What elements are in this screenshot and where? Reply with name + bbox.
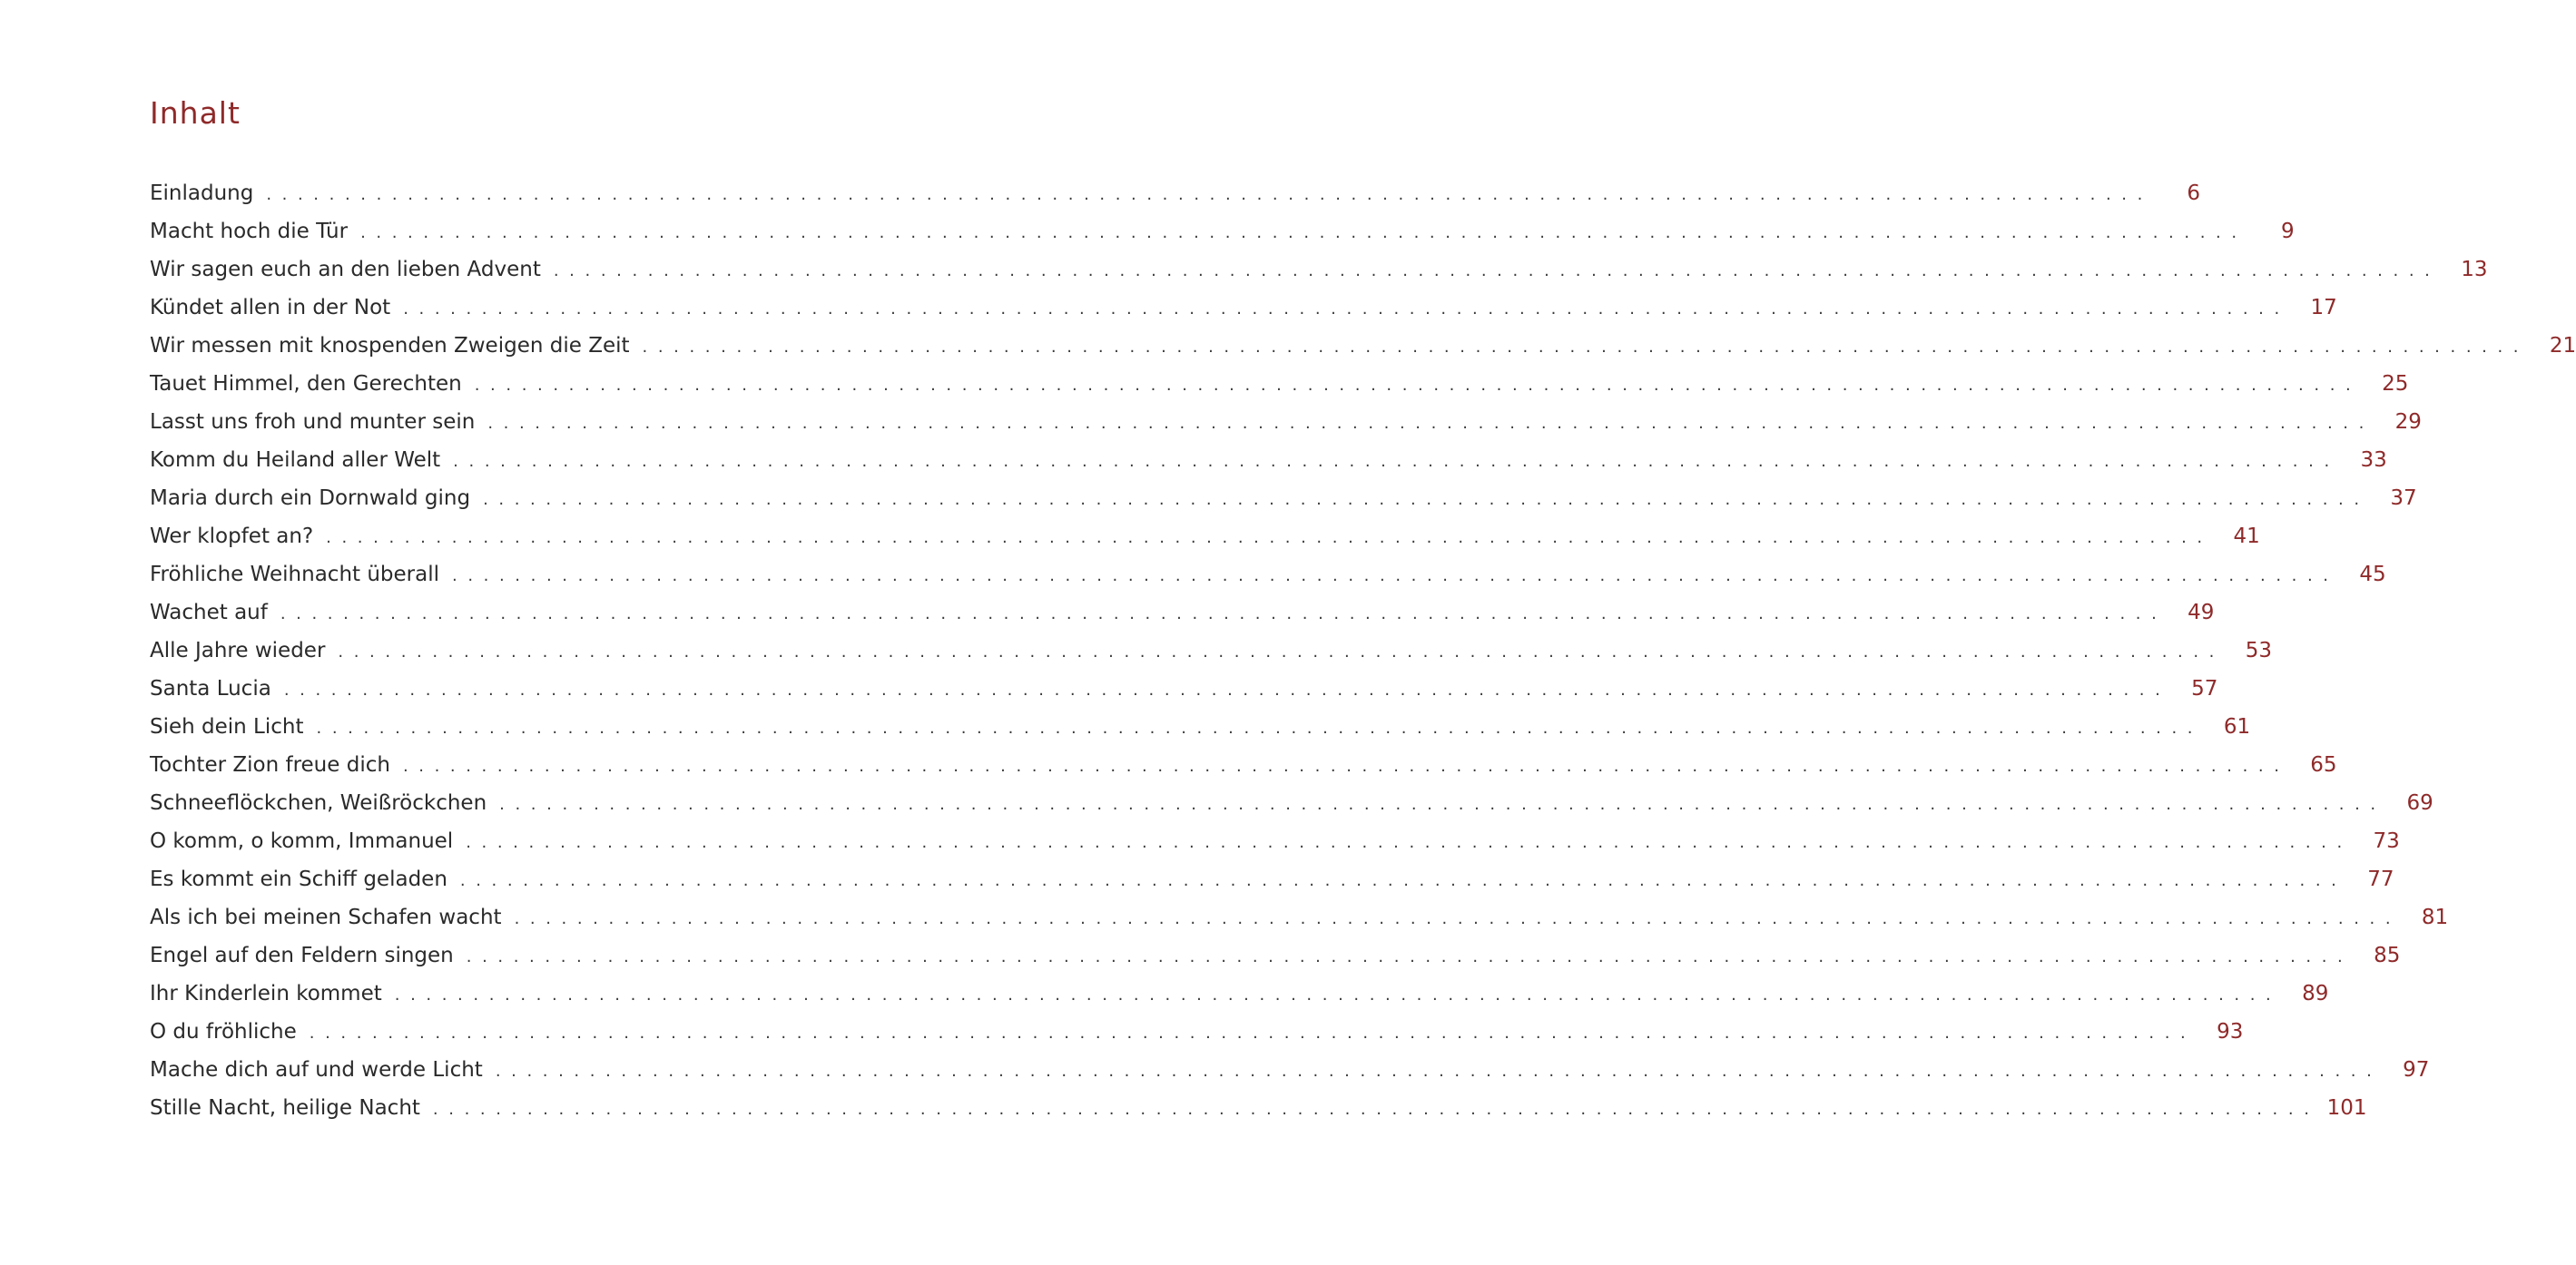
toc-entry-title: Wer klopfet an? <box>150 525 314 548</box>
toc-entry[interactable] <box>150 365 2409 403</box>
toc-dot-leader: ........................................................................................................................ <box>474 376 2362 395</box>
toc-entry-title: Sieh dein Licht <box>150 715 304 739</box>
toc-page-number: 29 <box>2394 410 2422 434</box>
toc-entry[interactable] <box>150 975 2329 1013</box>
toc-entry[interactable] <box>150 479 2417 517</box>
toc-page-number: 97 <box>2403 1058 2430 1082</box>
toc-dot-leader: ........................................................................................................................ <box>326 528 2213 547</box>
toc-page-number: 93 <box>2217 1020 2244 1044</box>
toc-page-number: 69 <box>2406 791 2433 815</box>
toc-entry-title: Mache dich auf und werde Licht <box>150 1058 483 1082</box>
toc-entry-title: Fröhliche Weihnacht überall <box>150 563 440 586</box>
toc-entry[interactable] <box>150 441 2387 479</box>
toc-entry-title: Wir sagen euch an den lieben Advent <box>150 258 541 281</box>
toc-entry[interactable] <box>150 327 2576 365</box>
toc-dot-leader: ........................................................................................................................ <box>642 338 2530 357</box>
toc-page-number: 61 <box>2223 715 2251 739</box>
toc-page-number: 101 <box>2326 1096 2367 1120</box>
toc-page-number: 6 <box>2187 181 2200 205</box>
toc-page-number: 17 <box>2310 296 2337 319</box>
toc-page-number: 77 <box>2367 868 2394 891</box>
toc-dot-leader: ........................................................................................................................ <box>553 261 2441 280</box>
toc-page-number: 89 <box>2302 982 2329 1005</box>
toc-entry[interactable] <box>150 250 2488 289</box>
toc-entry-title: Kündet allen in der Not <box>150 296 391 319</box>
toc-entry-title: Komm du Heiland aller Welt <box>150 448 441 472</box>
page-title: Inhalt <box>150 95 241 131</box>
toc-entry-title: Santa Lucia <box>150 677 271 701</box>
toc-entry[interactable] <box>150 784 2433 822</box>
toc-entry-title: Lasst uns froh und munter sein <box>150 410 476 434</box>
toc-page-number: 13 <box>2461 258 2488 281</box>
toc-page-number: 85 <box>2374 944 2401 967</box>
toc-dot-leader: ........................................................................................................................ <box>452 566 2339 585</box>
toc-entry-title: Schneeflöckchen, Weißröckchen <box>150 791 487 815</box>
toc-entry[interactable] <box>150 632 2273 670</box>
toc-dot-leader: ........................................................................................................................ <box>266 185 2153 204</box>
toc-page-number: 73 <box>2373 829 2400 853</box>
toc-entry[interactable] <box>150 174 2200 212</box>
toc-dot-leader: ........................................................................................................................ <box>466 947 2354 966</box>
toc-page-number: 57 <box>2191 677 2218 701</box>
toc-page-number: 25 <box>2382 372 2409 396</box>
toc-entry[interactable] <box>150 898 2449 936</box>
toc-entry[interactable] <box>150 403 2422 441</box>
toc-page-number: 21 <box>2549 334 2576 358</box>
toc-page-number: 9 <box>2281 220 2295 243</box>
toc-entry[interactable] <box>150 517 2260 555</box>
toc-dot-leader: ........................................................................................................................ <box>495 1062 2383 1081</box>
toc-entry-title: Engel auf den Feldern singen <box>150 944 454 967</box>
toc-page-number: 53 <box>2245 639 2273 662</box>
toc-entry-title: Tauet Himmel, den Gerechten <box>150 372 462 396</box>
toc-dot-leader: ........................................................................................................................ <box>487 414 2374 433</box>
toc-entry-title: O komm, o komm, Immanuel <box>150 829 454 853</box>
toc-entry-title: Stille Nacht, heilige Nacht <box>150 1096 420 1120</box>
toc-dot-leader: ........................................................................................................................ <box>394 986 2282 1005</box>
toc-entry-title: Wir messen mit knospenden Zweigen die Zeit <box>150 334 630 358</box>
table-of-contents <box>150 174 2576 1127</box>
toc-dot-leader: ........................................................................................................................ <box>309 1024 2197 1043</box>
toc-entry-title: Ihr Kinderlein kommet <box>150 982 382 1005</box>
toc-dot-leader: ........................................................................................................................ <box>360 223 2247 242</box>
toc-dot-leader: ........................................................................................................................ <box>514 909 2402 928</box>
toc-dot-leader: ........................................................................................................................ <box>402 757 2290 776</box>
toc-entry[interactable] <box>150 860 2394 898</box>
toc-entry[interactable] <box>150 212 2295 250</box>
toc-dot-leader: ........................................................................................................................ <box>338 642 2226 662</box>
toc-page-number: 33 <box>2360 448 2387 472</box>
toc-dot-leader: ........................................................................................................................ <box>459 871 2347 890</box>
toc-entry-title: Wachet auf <box>150 601 268 624</box>
toc-dot-leader: ........................................................................................................................ <box>453 452 2340 471</box>
toc-entry[interactable] <box>150 289 2337 327</box>
toc-entry-title: Tochter Zion freue dich <box>150 753 390 777</box>
toc-dot-leader: ........................................................................................................................ <box>466 833 2353 852</box>
toc-page-number: 41 <box>2233 525 2260 548</box>
toc-page-number: 81 <box>2421 906 2449 929</box>
toc-entry-title: O du fröhliche <box>150 1020 297 1044</box>
toc-entry[interactable] <box>150 593 2215 632</box>
toc-page-number: 37 <box>2390 486 2417 510</box>
toc-entry[interactable] <box>150 555 2386 593</box>
toc-entry-title: Macht hoch die Tür <box>150 220 349 243</box>
toc-entry[interactable] <box>150 1089 2367 1127</box>
toc-entry[interactable] <box>150 936 2401 975</box>
toc-dot-leader: ........................................................................................................................ <box>283 681 2171 700</box>
toc-entry[interactable] <box>150 822 2400 860</box>
toc-entry-title: Als ich bei meinen Schafen wacht <box>150 906 502 929</box>
toc-entry-title: Alle Jahre wieder <box>150 639 326 662</box>
toc-entry[interactable] <box>150 670 2218 708</box>
toc-dot-leader: ........................................................................................................................ <box>280 604 2168 623</box>
toc-page-number: 65 <box>2310 753 2337 777</box>
toc-page-number: 49 <box>2188 601 2215 624</box>
toc-dot-leader: ........................................................................................................................ <box>316 719 2204 738</box>
toc-entry[interactable] <box>150 1013 2244 1051</box>
toc-entry[interactable] <box>150 1051 2430 1089</box>
toc-dot-leader: ........................................................................................................................ <box>499 795 2386 814</box>
toc-entry-title: Maria durch ein Dornwald ging <box>150 486 471 510</box>
toc-entry-title: Es kommt ein Schiff geladen <box>150 868 447 891</box>
toc-dot-leader: ........................................................................................................................ <box>403 299 2290 319</box>
toc-entry[interactable] <box>150 746 2337 784</box>
toc-dot-leader: ........................................................................................................................ <box>432 1100 2320 1119</box>
toc-page-number: 45 <box>2359 563 2386 586</box>
toc-entry-title: Einladung <box>150 181 254 205</box>
toc-dot-leader: ........................................................................................................................ <box>483 490 2370 509</box>
toc-entry[interactable] <box>150 708 2251 746</box>
